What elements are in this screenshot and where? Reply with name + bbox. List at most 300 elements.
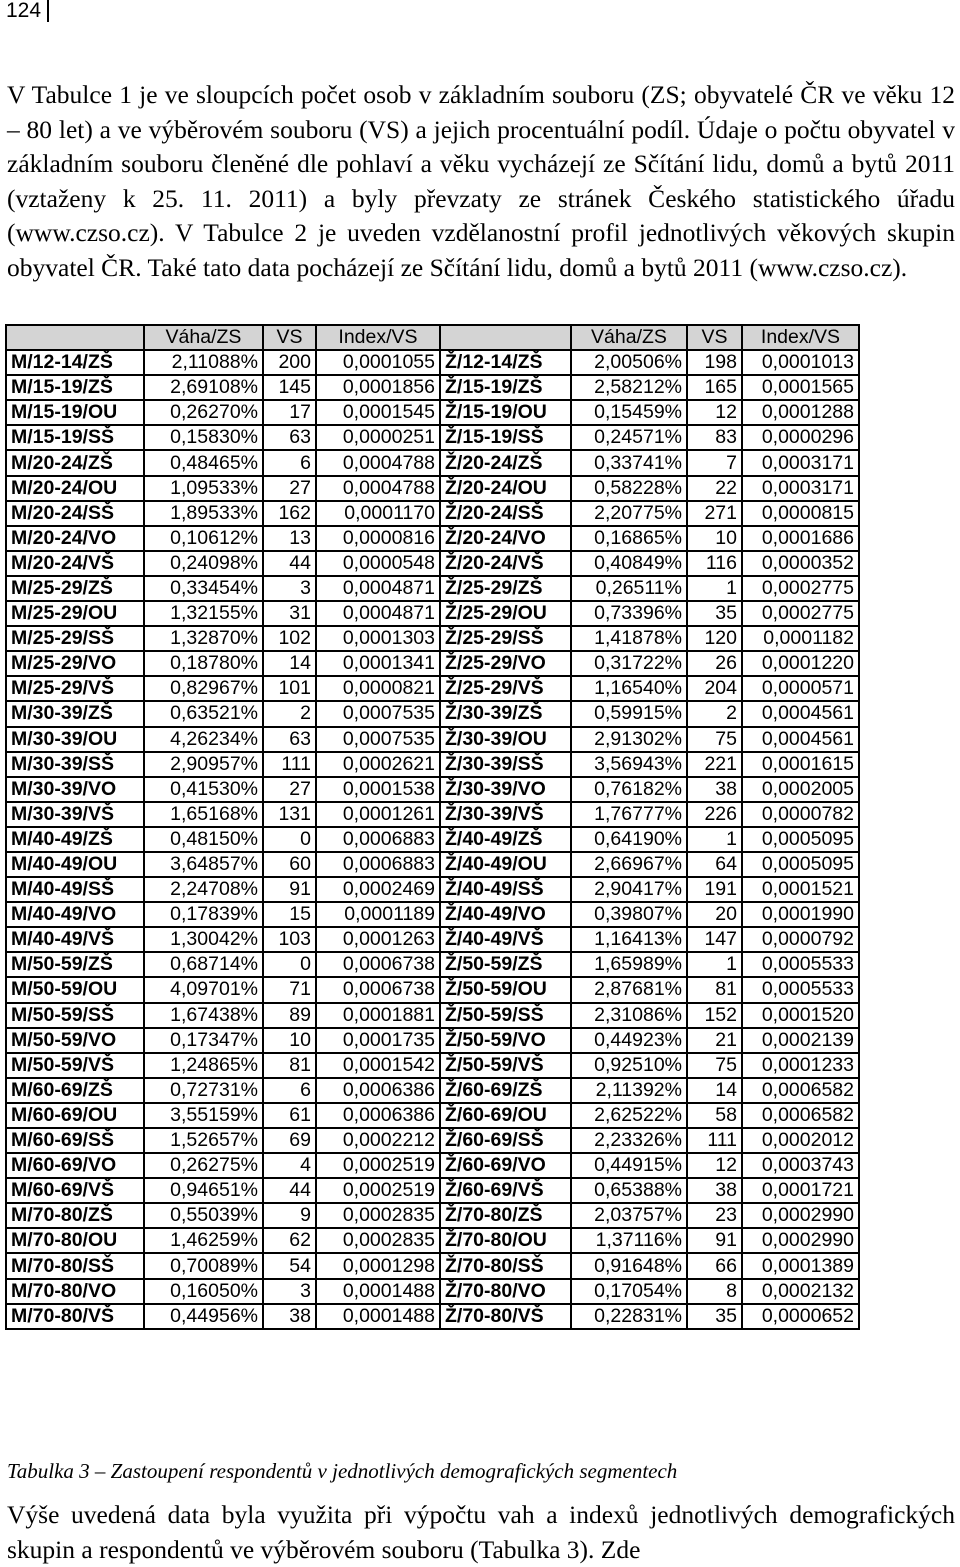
table-row <box>6 1178 859 1203</box>
weight-cell: 0,70089% <box>144 1253 263 1278</box>
segment-cell-female: Ž/20-24/OU <box>440 476 571 501</box>
sample-cell: 200 <box>263 350 316 375</box>
table-row <box>6 802 859 827</box>
table-row <box>6 375 859 400</box>
index-cell: 0,0001170 <box>316 501 440 526</box>
index-cell: 0,0000548 <box>316 551 440 576</box>
index-cell: 0,0000251 <box>316 425 440 450</box>
index-cell: 0,0001488 <box>316 1279 440 1304</box>
weight-cell: 2,31086% <box>571 1003 687 1028</box>
table-row <box>6 400 859 425</box>
table-row <box>6 501 859 526</box>
segment-cell-female: Ž/30-39/VŠ <box>440 802 571 827</box>
table-row <box>6 701 859 726</box>
index-cell: 0,0002775 <box>742 576 859 601</box>
weight-cell: 2,66967% <box>571 852 687 877</box>
segment-cell-male: M/30-39/VO <box>6 777 144 802</box>
segment-cell-female: Ž/25-29/VŠ <box>440 676 571 701</box>
segment-cell-male: M/12-14/ZŠ <box>6 350 144 375</box>
sample-cell: 81 <box>687 977 742 1002</box>
sample-cell: 162 <box>263 501 316 526</box>
sample-cell: 131 <box>263 802 316 827</box>
table-row <box>6 425 859 450</box>
segment-cell-male: M/50-59/VŠ <box>6 1053 144 1078</box>
sample-cell: 14 <box>687 1078 742 1103</box>
segment-cell-female: Ž/25-29/ZŠ <box>440 576 571 601</box>
segment-cell-female: Ž/15-19/OU <box>440 400 571 425</box>
index-cell: 0,0000816 <box>316 526 440 551</box>
segment-cell-male: M/40-49/SŠ <box>6 877 144 902</box>
sample-cell: 198 <box>687 350 742 375</box>
weight-cell: 0,73396% <box>571 601 687 626</box>
segment-cell-female: Ž/40-49/ZŠ <box>440 827 571 852</box>
segment-cell-male: M/30-39/ZŠ <box>6 701 144 726</box>
segment-cell-female: Ž/40-49/VO <box>440 902 571 927</box>
segment-cell-male: M/70-80/OU <box>6 1228 144 1253</box>
index-cell: 0,0004788 <box>316 450 440 475</box>
sample-cell: 165 <box>687 375 742 400</box>
index-cell: 0,0001341 <box>316 651 440 676</box>
index-cell: 0,0005533 <box>742 952 859 977</box>
index-cell: 0,0001055 <box>316 350 440 375</box>
table-row <box>6 1203 859 1228</box>
weight-cell: 0,72731% <box>144 1078 263 1103</box>
segment-cell-male: M/70-80/SŠ <box>6 1253 144 1278</box>
weight-cell: 2,87681% <box>571 977 687 1002</box>
weight-cell: 1,52657% <box>144 1128 263 1153</box>
sample-cell: 35 <box>687 1304 742 1329</box>
sample-cell: 58 <box>687 1103 742 1128</box>
weight-cell: 1,16413% <box>571 927 687 952</box>
segment-cell-male: M/15-19/SŠ <box>6 425 144 450</box>
index-cell: 0,0001881 <box>316 1003 440 1028</box>
index-cell: 0,0004871 <box>316 601 440 626</box>
index-cell: 0,0000352 <box>742 551 859 576</box>
sample-cell: 44 <box>263 551 316 576</box>
sample-cell: 21 <box>687 1028 742 1053</box>
weight-cell: 0,17347% <box>144 1028 263 1053</box>
weight-cell: 0,40849% <box>571 551 687 576</box>
sample-cell: 61 <box>263 1103 316 1128</box>
weight-cell: 1,76777% <box>571 802 687 827</box>
sample-cell: 38 <box>263 1304 316 1329</box>
segment-cell-male: M/60-69/ZŠ <box>6 1078 144 1103</box>
weight-cell: 0,15830% <box>144 425 263 450</box>
segment-cell-female: Ž/12-14/ZŠ <box>440 350 571 375</box>
sample-cell: 8 <box>687 1279 742 1304</box>
segment-cell-female: Ž/70-80/SŠ <box>440 1253 571 1278</box>
segment-cell-female: Ž/30-39/OU <box>440 727 571 752</box>
table-row <box>6 601 859 626</box>
weight-cell: 0,22831% <box>571 1304 687 1329</box>
table-row <box>6 1153 859 1178</box>
sample-cell: 0 <box>263 952 316 977</box>
sample-cell: 60 <box>263 852 316 877</box>
sample-cell: 12 <box>687 1153 742 1178</box>
weight-cell: 0,16865% <box>571 526 687 551</box>
index-cell: 0,0006582 <box>742 1103 859 1128</box>
index-cell: 0,0004788 <box>316 476 440 501</box>
weight-cell: 2,24708% <box>144 877 263 902</box>
sample-cell: 26 <box>687 651 742 676</box>
weight-cell: 1,67438% <box>144 1003 263 1028</box>
weight-cell: 2,58212% <box>571 375 687 400</box>
table-row <box>6 952 859 977</box>
weight-cell: 0,41530% <box>144 777 263 802</box>
table-row <box>6 576 859 601</box>
weight-cell: 3,56943% <box>571 752 687 777</box>
weight-cell: 1,37116% <box>571 1228 687 1253</box>
index-cell: 0,0000815 <box>742 501 859 526</box>
table-row <box>6 727 859 752</box>
sample-cell: 20 <box>687 902 742 927</box>
segment-cell-male: M/20-24/SŠ <box>6 501 144 526</box>
weight-cell: 0,26511% <box>571 576 687 601</box>
segment-cell-male: M/25-29/SŠ <box>6 626 144 651</box>
index-cell: 0,0001288 <box>742 400 859 425</box>
segment-cell-male: M/30-39/VŠ <box>6 802 144 827</box>
table-row <box>6 1003 859 1028</box>
segment-cell-male: M/40-49/ZŠ <box>6 827 144 852</box>
index-cell: 0,0000652 <box>742 1304 859 1329</box>
weight-cell: 0,44956% <box>144 1304 263 1329</box>
sample-cell: 6 <box>263 1078 316 1103</box>
segment-cell-male: M/15-19/ZŠ <box>6 375 144 400</box>
sample-cell: 101 <box>263 676 316 701</box>
sample-cell: 31 <box>263 601 316 626</box>
sample-cell: 63 <box>263 425 316 450</box>
index-cell: 0,0004561 <box>742 701 859 726</box>
header-cell: Index/VS <box>742 325 859 350</box>
sample-cell: 1 <box>687 952 742 977</box>
weight-cell: 3,64857% <box>144 852 263 877</box>
table-row <box>6 1053 859 1078</box>
index-cell: 0,0001545 <box>316 400 440 425</box>
weight-cell: 0,65388% <box>571 1178 687 1203</box>
index-cell: 0,0006883 <box>316 827 440 852</box>
table-body <box>6 350 859 1329</box>
segment-cell-male: M/25-29/ZŠ <box>6 576 144 601</box>
table-row <box>6 551 859 576</box>
segment-cell-male: M/30-39/OU <box>6 727 144 752</box>
weight-cell: 2,00506% <box>571 350 687 375</box>
index-cell: 0,0007535 <box>316 727 440 752</box>
segment-cell-male: M/50-59/SŠ <box>6 1003 144 1028</box>
sample-cell: 69 <box>263 1128 316 1153</box>
index-cell: 0,0002012 <box>742 1128 859 1153</box>
segment-cell-male: M/60-69/VO <box>6 1153 144 1178</box>
index-cell: 0,0001721 <box>742 1178 859 1203</box>
weight-cell: 0,82967% <box>144 676 263 701</box>
index-cell: 0,0001263 <box>316 927 440 952</box>
sample-cell: 102 <box>263 626 316 651</box>
page-number: 124 <box>6 0 49 22</box>
sample-cell: 0 <box>263 827 316 852</box>
segment-cell-female: Ž/15-19/ZŠ <box>440 375 571 400</box>
weight-cell: 2,62522% <box>571 1103 687 1128</box>
weight-cell: 2,91302% <box>571 727 687 752</box>
sample-cell: 4 <box>263 1153 316 1178</box>
sample-cell: 2 <box>687 701 742 726</box>
table-row <box>6 852 859 877</box>
segment-cell-female: Ž/20-24/SŠ <box>440 501 571 526</box>
index-cell: 0,0000296 <box>742 425 859 450</box>
index-cell: 0,0002519 <box>316 1178 440 1203</box>
sample-cell: 103 <box>263 927 316 952</box>
header-cell <box>6 325 144 350</box>
weight-cell: 0,55039% <box>144 1203 263 1228</box>
index-cell: 0,0001189 <box>316 902 440 927</box>
table-row <box>6 827 859 852</box>
index-cell: 0,0002132 <box>742 1279 859 1304</box>
sample-cell: 10 <box>687 526 742 551</box>
sample-cell: 15 <box>263 902 316 927</box>
sample-cell: 13 <box>263 526 316 551</box>
sample-cell: 3 <box>263 576 316 601</box>
table-row <box>6 877 859 902</box>
table-row <box>6 752 859 777</box>
index-cell: 0,0002519 <box>316 1153 440 1178</box>
segment-cell-male: M/25-29/VŠ <box>6 676 144 701</box>
index-cell: 0,0001303 <box>316 626 440 651</box>
index-cell: 0,0000792 <box>742 927 859 952</box>
sample-cell: 81 <box>263 1053 316 1078</box>
index-cell: 0,0002835 <box>316 1203 440 1228</box>
sample-cell: 27 <box>263 476 316 501</box>
segment-cell-female: Ž/30-39/ZŠ <box>440 701 571 726</box>
segment-cell-male: M/20-24/ZŠ <box>6 450 144 475</box>
header-cell: Váha/ZS <box>144 325 263 350</box>
segment-cell-male: M/20-24/VŠ <box>6 551 144 576</box>
weight-cell: 0,15459% <box>571 400 687 425</box>
index-cell: 0,0001013 <box>742 350 859 375</box>
weight-cell: 2,69108% <box>144 375 263 400</box>
sample-cell: 35 <box>687 601 742 626</box>
segment-cell-female: Ž/25-29/OU <box>440 601 571 626</box>
segment-cell-male: M/25-29/OU <box>6 601 144 626</box>
segment-cell-male: M/60-69/OU <box>6 1103 144 1128</box>
weight-cell: 0,64190% <box>571 827 687 852</box>
weight-cell: 3,55159% <box>144 1103 263 1128</box>
weight-cell: 2,90417% <box>571 877 687 902</box>
segment-cell-female: Ž/50-59/VO <box>440 1028 571 1053</box>
weight-cell: 1,24865% <box>144 1053 263 1078</box>
weight-cell: 1,65989% <box>571 952 687 977</box>
weight-cell: 0,33454% <box>144 576 263 601</box>
index-cell: 0,0001488 <box>316 1304 440 1329</box>
segment-cell-female: Ž/30-39/VO <box>440 777 571 802</box>
weight-cell: 4,26234% <box>144 727 263 752</box>
segment-cell-male: M/60-69/VŠ <box>6 1178 144 1203</box>
sample-cell: 75 <box>687 727 742 752</box>
index-cell: 0,0006582 <box>742 1078 859 1103</box>
segment-cell-female: Ž/40-49/VŠ <box>440 927 571 952</box>
index-cell: 0,0007535 <box>316 701 440 726</box>
segment-cell-male: M/50-59/ZŠ <box>6 952 144 977</box>
segment-cell-male: M/50-59/VO <box>6 1028 144 1053</box>
sample-cell: 6 <box>263 450 316 475</box>
table-caption: Tabulka 3 – Zastoupení respondentů v jednotlivých demografických segmentech <box>7 1459 678 1483</box>
table-row <box>6 1103 859 1128</box>
sample-cell: 221 <box>687 752 742 777</box>
segment-cell-female: Ž/25-29/SŠ <box>440 626 571 651</box>
segment-cell-male: M/40-49/VO <box>6 902 144 927</box>
weight-cell: 0,58228% <box>571 476 687 501</box>
sample-cell: 191 <box>687 877 742 902</box>
table-row <box>6 902 859 927</box>
segment-cell-female: Ž/25-29/VO <box>440 651 571 676</box>
segment-cell-female: Ž/40-49/SŠ <box>440 877 571 902</box>
weight-cell: 1,65168% <box>144 802 263 827</box>
weight-cell: 0,48465% <box>144 450 263 475</box>
weight-cell: 0,63521% <box>144 701 263 726</box>
weight-cell: 0,91648% <box>571 1253 687 1278</box>
index-cell: 0,0001521 <box>742 877 859 902</box>
index-cell: 0,0001182 <box>742 626 859 651</box>
sample-cell: 7 <box>687 450 742 475</box>
segment-cell-female: Ž/70-80/OU <box>440 1228 571 1253</box>
weight-cell: 0,24571% <box>571 425 687 450</box>
segment-cell-female: Ž/60-69/VŠ <box>440 1178 571 1203</box>
sample-cell: 63 <box>263 727 316 752</box>
weight-cell: 0,92510% <box>571 1053 687 1078</box>
weight-cell: 0,94651% <box>144 1178 263 1203</box>
sample-cell: 1 <box>687 576 742 601</box>
sample-cell: 116 <box>687 551 742 576</box>
segment-cell-male: M/30-39/SŠ <box>6 752 144 777</box>
weight-cell: 1,09533% <box>144 476 263 501</box>
index-cell: 0,0001990 <box>742 902 859 927</box>
sample-cell: 145 <box>263 375 316 400</box>
index-cell: 0,0001520 <box>742 1003 859 1028</box>
weight-cell: 0,17839% <box>144 902 263 927</box>
header-cell: Index/VS <box>316 325 440 350</box>
index-cell: 0,0005533 <box>742 977 859 1002</box>
index-cell: 0,0000782 <box>742 802 859 827</box>
index-cell: 0,0000821 <box>316 676 440 701</box>
index-cell: 0,0002139 <box>742 1028 859 1053</box>
weight-cell: 0,10612% <box>144 526 263 551</box>
sample-cell: 111 <box>687 1128 742 1153</box>
index-cell: 0,0001220 <box>742 651 859 676</box>
segment-cell-female: Ž/50-59/ZŠ <box>440 952 571 977</box>
segment-cell-female: Ž/40-49/OU <box>440 852 571 877</box>
index-cell: 0,0002990 <box>742 1228 859 1253</box>
weight-cell: 1,46259% <box>144 1228 263 1253</box>
segment-cell-female: Ž/30-39/SŠ <box>440 752 571 777</box>
index-cell: 0,0001615 <box>742 752 859 777</box>
header-cell: VS <box>263 325 316 350</box>
weight-cell: 4,09701% <box>144 977 263 1002</box>
segment-cell-female: Ž/15-19/SŠ <box>440 425 571 450</box>
intro-paragraph: V Tabulce 1 je ve sloupcích počet osob v základním souboru (ZS; obyvatelé ČR ve věku 12 – 80 let) a ve výběrovém souboru (VS) a jejich procentuální podíl. Údaje o počtu obyvatel v základním souboru členěné dle pohlaví a věku vycházejí ze Sčítání lidu, domů a bytů 2011 (vztaženy k 25. 11. 2011) a byly převzaty ze stránek Českého statistického úřadu (www.czso.cz). V Tabulce 2 je uveden vzdělanostní profil jednotlivých věkových skupin obyvatel ČR. Také tato data pocházejí ze Sčítání lidu, domů a bytů 2011 (www.czso.cz). <box>7 80 955 282</box>
sample-cell: 27 <box>263 777 316 802</box>
index-cell: 0,0001856 <box>316 375 440 400</box>
segment-cell-male: M/70-80/ZŠ <box>6 1203 144 1228</box>
sample-cell: 226 <box>687 802 742 827</box>
table-row <box>6 450 859 475</box>
weight-cell: 2,03757% <box>571 1203 687 1228</box>
segment-cell-male: M/40-49/VŠ <box>6 927 144 952</box>
index-cell: 0,0001542 <box>316 1053 440 1078</box>
table-row <box>6 476 859 501</box>
sample-cell: 89 <box>263 1003 316 1028</box>
sample-cell: 1 <box>687 827 742 852</box>
index-cell: 0,0002212 <box>316 1128 440 1153</box>
index-cell: 0,0003171 <box>742 476 859 501</box>
weight-cell: 1,89533% <box>144 501 263 526</box>
sample-cell: 2 <box>263 701 316 726</box>
weight-cell: 0,17054% <box>571 1279 687 1304</box>
table-row <box>6 526 859 551</box>
segment-cell-male: M/70-80/VŠ <box>6 1304 144 1329</box>
index-cell: 0,0002469 <box>316 877 440 902</box>
weight-cell: 0,44923% <box>571 1028 687 1053</box>
segment-cell-male: M/20-24/VO <box>6 526 144 551</box>
index-cell: 0,0004561 <box>742 727 859 752</box>
segment-cell-male: M/70-80/VO <box>6 1279 144 1304</box>
segment-cell-female: Ž/20-24/ZŠ <box>440 450 571 475</box>
sample-cell: 23 <box>687 1203 742 1228</box>
index-cell: 0,0001233 <box>742 1053 859 1078</box>
segment-cell-male: M/25-29/VO <box>6 651 144 676</box>
segment-cell-female: Ž/60-69/VO <box>440 1153 571 1178</box>
segment-cell-male: M/50-59/OU <box>6 977 144 1002</box>
weight-cell: 1,30042% <box>144 927 263 952</box>
segments-table <box>5 324 860 1330</box>
index-cell: 0,0006738 <box>316 952 440 977</box>
sample-cell: 152 <box>687 1003 742 1028</box>
segment-cell-female: Ž/70-80/VŠ <box>440 1304 571 1329</box>
index-cell: 0,0005095 <box>742 852 859 877</box>
index-cell: 0,0004871 <box>316 576 440 601</box>
sample-cell: 17 <box>263 400 316 425</box>
sample-cell: 38 <box>687 777 742 802</box>
segment-cell-female: Ž/70-80/VO <box>440 1279 571 1304</box>
index-cell: 0,0002990 <box>742 1203 859 1228</box>
segment-cell-female: Ž/60-69/SŠ <box>440 1128 571 1153</box>
weight-cell: 2,90957% <box>144 752 263 777</box>
sample-cell: 66 <box>687 1253 742 1278</box>
table-row <box>6 1304 859 1329</box>
sample-cell: 71 <box>263 977 316 1002</box>
index-cell: 0,0002005 <box>742 777 859 802</box>
index-cell: 0,0006738 <box>316 977 440 1002</box>
header-cell: Váha/ZS <box>571 325 687 350</box>
table-row <box>6 927 859 952</box>
table-row <box>6 1078 859 1103</box>
sample-cell: 12 <box>687 400 742 425</box>
sample-cell: 3 <box>263 1279 316 1304</box>
index-cell: 0,0001389 <box>742 1253 859 1278</box>
sample-cell: 62 <box>263 1228 316 1253</box>
sample-cell: 38 <box>687 1178 742 1203</box>
index-cell: 0,0003743 <box>742 1153 859 1178</box>
segment-cell-male: M/20-24/OU <box>6 476 144 501</box>
table-row <box>6 1028 859 1053</box>
table-row <box>6 1228 859 1253</box>
segment-cell-female: Ž/50-59/VŠ <box>440 1053 571 1078</box>
index-cell: 0,0001565 <box>742 375 859 400</box>
table-row <box>6 350 859 375</box>
index-cell: 0,0006883 <box>316 852 440 877</box>
segment-cell-male: M/15-19/OU <box>6 400 144 425</box>
weight-cell: 0,18780% <box>144 651 263 676</box>
index-cell: 0,0001686 <box>742 526 859 551</box>
header-cell: VS <box>687 325 742 350</box>
weight-cell: 2,20775% <box>571 501 687 526</box>
segment-cell-female: Ž/20-24/VO <box>440 526 571 551</box>
